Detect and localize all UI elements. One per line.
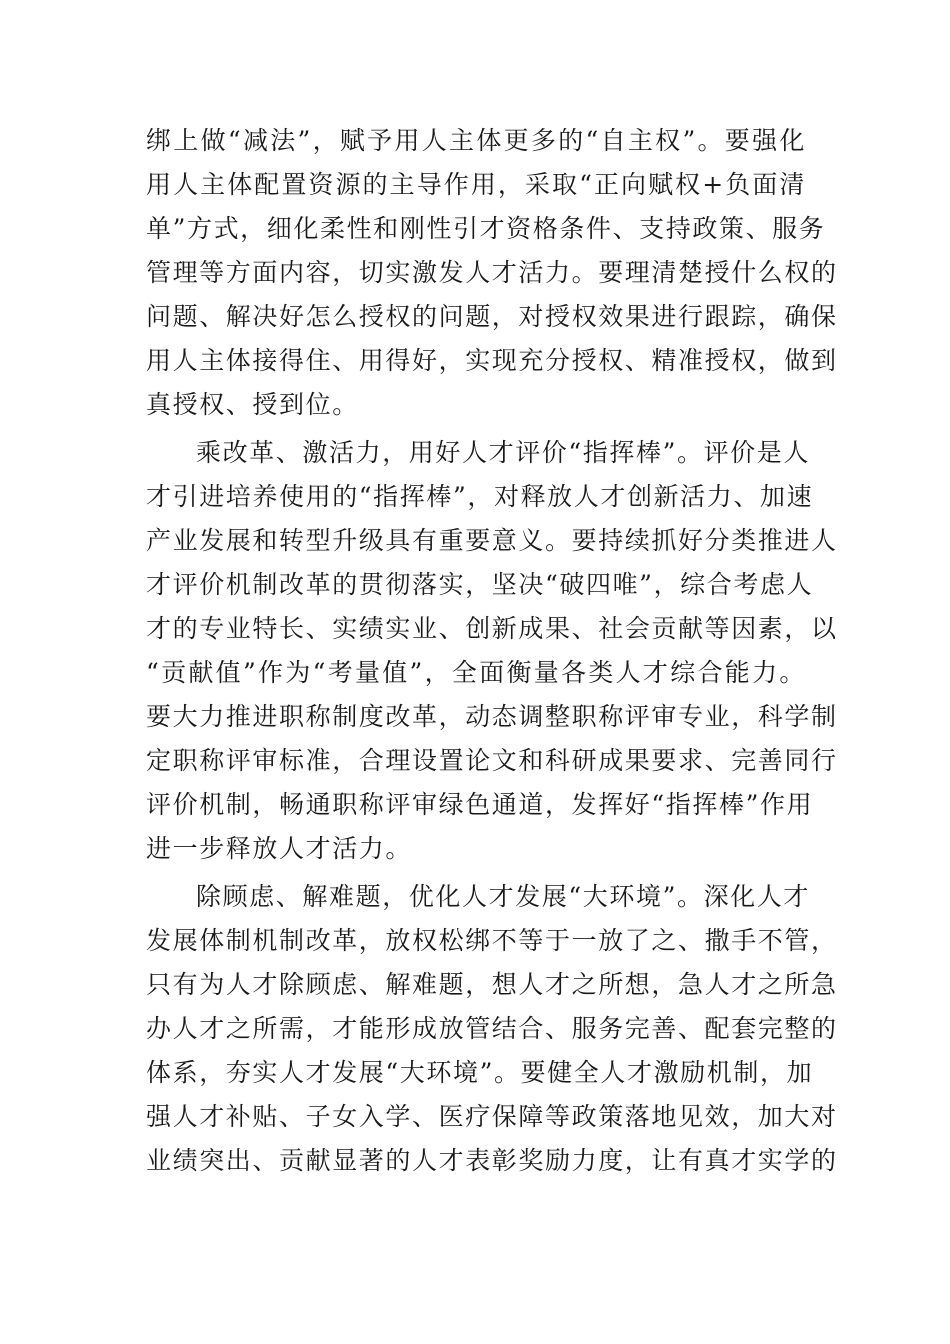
paragraph-1-line-5: 问题、解决好怎么授权的问题，对授权效果进行跟踪，确保 — [146, 302, 838, 331]
paragraph-3-line-6: 强人才补贴、子女入学、医疗保障等政策落地见效，加大对 — [146, 1102, 838, 1131]
paragraph-2-line-6: “贡献值”作为“考量值”，全面衡量各类人才综合能力。 — [146, 658, 806, 687]
paragraph-2-line-8: 定职称评审标准，合理设置论文和科研成果要求、完善同行 — [146, 746, 838, 775]
paragraph-2-line-3: 产业发展和转型升级具有重要意义。要持续抓好分类推进人 — [146, 526, 838, 555]
paragraph-1-line-1: 绑上做“减法”，赋予用人主体更多的“自主权”。要强化 — [146, 126, 806, 155]
paragraph-2-line-4: 才评价机制改革的贯彻落实，坚决“破四唯”，综合考虑人 — [146, 570, 814, 599]
paragraph-3-line-2: 发展体制机制改革，放权松绑不等于一放了之、撒手不管， — [146, 926, 838, 955]
paragraph-3-line-7: 业绩突出、贡献显著的人才表彰奖励力度，让有真才实学的 — [146, 1146, 838, 1175]
paragraph-3-line-4: 办人才之所需，才能形成放管结合、服务完善、配套完整的 — [146, 1014, 838, 1043]
paragraph-2-line-2: 才引进培养使用的“指挥棒”，对释放人才创新活力、加速 — [146, 482, 814, 511]
paragraph-1-line-2: 用人主体配置资源的主导作用，采取“正向赋权+负面清 — [146, 170, 806, 199]
paragraph-2-line-7: 要大力推进职称制度改革，动态调整职称评审专业，科学制 — [146, 702, 838, 731]
paragraph-2-line-9: 评价机制，畅通职称评审绿色通道，发挥好“指挥棒”作用 — [146, 790, 814, 819]
paragraph-1-line-6: 用人主体接得住、用得好，实现充分授权、精准授权，做到 — [146, 346, 838, 375]
paragraph-1-line-4: 管理等方面内容，切实激发人才活力。要理清楚授什么权的 — [146, 258, 838, 287]
paragraph-2-line-1: 乘改革、激活力，用好人才评价“指挥棒”。评价是人 — [196, 438, 810, 467]
paragraph-2-line-10: 进一步释放人才活力。 — [146, 834, 413, 863]
paragraph-3-line-1: 除顾虑、解难题，优化人才发展“大环境”。深化人才 — [196, 882, 810, 911]
paragraph-3-line-3: 只有为人才除顾虑、解难题，想人才之所想，急人才之所急 — [146, 970, 838, 999]
paragraph-3-line-5: 体系，夯实人才发展“大环境”。要健全人才激励机制，加 — [146, 1058, 814, 1087]
paragraph-1-line-7: 真授权、授到位。 — [146, 390, 359, 419]
paragraph-2-line-5: 才的专业特长、实绩实业、创新成果、社会贡献等因素，以 — [146, 614, 838, 643]
paragraph-1-line-3: 单”方式，细化柔性和刚性引才资格条件、支持政策、服务 — [146, 214, 826, 243]
